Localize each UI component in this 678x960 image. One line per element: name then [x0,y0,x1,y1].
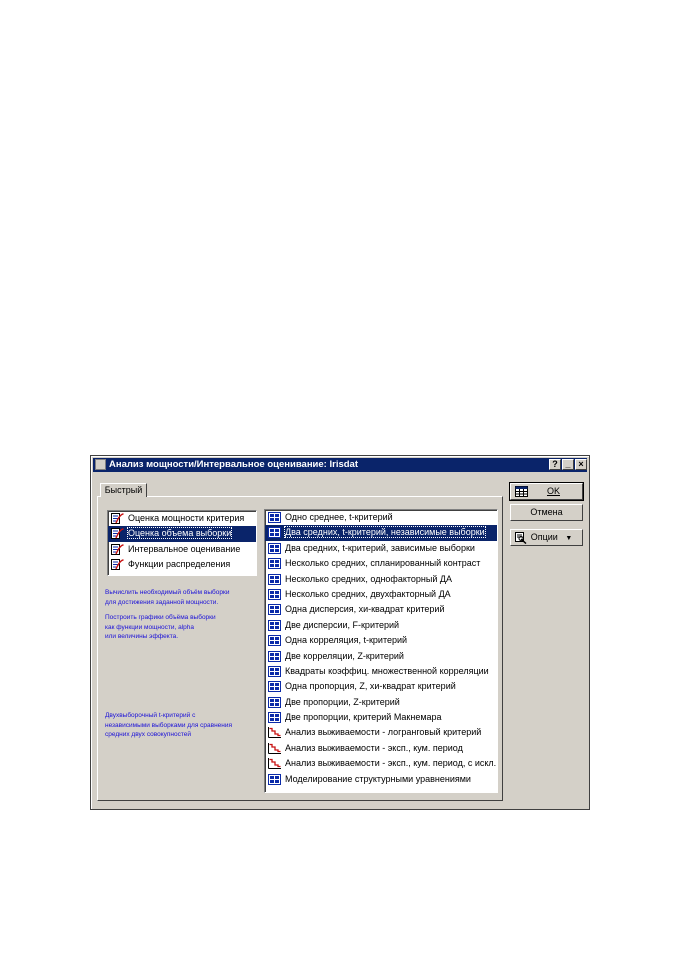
analysis-icon [111,513,124,524]
list-item-label: Анализ выживаемости - эксп., кум. период [285,742,463,753]
test-type-item-0[interactable] [265,510,497,525]
statistics-test-icon [268,620,281,631]
survival-curve-icon [268,727,281,738]
options-icon [515,532,527,544]
statistics-test-icon [268,635,281,646]
test-type-item-5[interactable] [265,587,497,602]
dropdown-arrow-icon: ▼ [565,535,573,542]
test-type-item-14[interactable] [265,725,497,740]
note-line: средних двух совокупностей [105,731,192,738]
note-line: Построить графики объёма выборки [105,614,216,621]
analysis-icon [111,528,124,539]
statistics-test-icon [268,666,281,677]
note-line: как функции мощности, alpha [105,623,195,631]
statistics-test-icon [268,697,281,708]
note-line: для достижения заданной мощности. [105,598,219,606]
description-note-1 [105,588,229,607]
statistics-test-icon [268,774,281,785]
test-type-list[interactable] [264,509,498,793]
list-item-label: Одна пропорция, Z, хи-квадрат критерий [285,681,456,692]
window-title: Анализ мощности/Интервальное оценивание: Irisdat [109,459,358,470]
test-type-item-6[interactable] [265,602,497,617]
ok-label: OK [546,486,560,496]
statistics-test-icon [268,681,281,692]
note-line: или величины эффекта. [105,633,179,640]
description-note-2 [105,613,216,642]
test-type-item-12[interactable] [265,695,497,710]
list-item-label: Две корреляции, Z-критерий [285,650,404,661]
list-item-label: Моделирование структурными уравнениями [285,773,471,784]
survival-curve-icon [268,743,281,754]
close-button[interactable]: × [575,459,587,470]
options-button[interactable] [510,529,583,546]
statistics-test-icon [268,558,281,569]
analysis-type-item-2[interactable] [108,542,256,557]
tab-quick[interactable]: Быстрый [100,483,147,497]
list-item-label: Функции распределения [128,559,231,570]
tab-panel [97,496,503,801]
analysis-type-item-0[interactable] [108,511,256,526]
note-line: Вычислить необходимый объём выборки [105,589,230,596]
test-type-item-8[interactable] [265,633,497,648]
list-item-label: Одна дисперсия, хи-квадрат критерий [285,604,445,615]
survival-curve-icon [268,758,281,769]
statistics-test-icon [268,574,281,585]
analysis-icon [111,544,124,555]
title-bar[interactable] [93,458,587,472]
list-item-label: Одно среднее, t-критерий [285,512,393,522]
list-item-label: Одна корреляция, t-критерий [285,635,408,646]
list-item-label: Интервальное оценивание [128,543,241,554]
power-analysis-dialog [90,455,590,810]
test-type-item-16[interactable] [265,756,497,771]
list-item-label: Анализ выживаемости - эксп., кум. период, с искл. [285,758,497,769]
analysis-type-item-3[interactable] [108,557,256,572]
list-item-label: Квадраты коэффиц. множественной корреляции [285,665,489,676]
ok-button[interactable] [510,483,583,500]
list-item-label: Анализ выживаемости - логранговый критерий [285,727,482,738]
analysis-icon [111,559,124,570]
minimize-button[interactable]: _ [562,459,574,470]
note-line: Двухвыборочный t-критерий с [105,712,196,719]
test-type-item-7[interactable] [265,618,497,633]
test-type-item-9[interactable] [265,649,497,664]
statistics-test-icon [268,543,281,554]
list-item-label: Оценка объема выборки [128,528,232,539]
test-type-item-10[interactable] [265,664,497,679]
test-type-item-15[interactable] [265,741,497,756]
note-line: независимыми выборками для сравнения [105,721,233,729]
spreadsheet-icon [515,486,528,497]
list-item-label: Две пропорции, Z-критерий [285,696,400,707]
list-item-label: Два средних, t-критерий, независимые выборки [285,527,485,538]
statistics-test-icon [268,604,281,615]
test-type-item-17[interactable] [265,772,497,787]
list-item-label: Несколько средних, спланированный контраст [285,558,481,569]
app-icon [95,459,106,470]
list-item-label: Две пропорции, критерий Макнемара [285,712,442,723]
options-label: Опции [530,532,558,542]
analysis-type-item-1[interactable] [108,526,256,541]
list-item-label: Два средних, t-критерий, зависимые выборки [285,542,475,553]
test-type-item-11[interactable] [265,679,497,694]
statistics-test-icon [268,527,281,538]
analysis-type-list[interactable] [107,510,257,576]
help-button[interactable]: ? [549,459,561,470]
test-type-item-3[interactable] [265,556,497,571]
list-item-label: Несколько средних, однофакторный ДА [285,573,452,584]
test-type-item-1[interactable] [265,525,497,540]
statistics-test-icon [268,512,281,523]
list-item-label: Несколько средних, двухфакторный ДА [285,588,451,599]
list-item-label: Две дисперсии, F-критерий [285,619,400,630]
list-item-label: Оценка мощности критерия [128,513,245,523]
statistics-test-icon [268,651,281,662]
statistics-test-icon [268,589,281,600]
statistics-test-icon [268,712,281,723]
description-note-3 [105,711,232,740]
cancel-button[interactable]: Отмена [510,504,583,521]
test-type-item-13[interactable] [265,710,497,725]
test-type-item-4[interactable] [265,572,497,587]
test-type-item-2[interactable] [265,541,497,556]
